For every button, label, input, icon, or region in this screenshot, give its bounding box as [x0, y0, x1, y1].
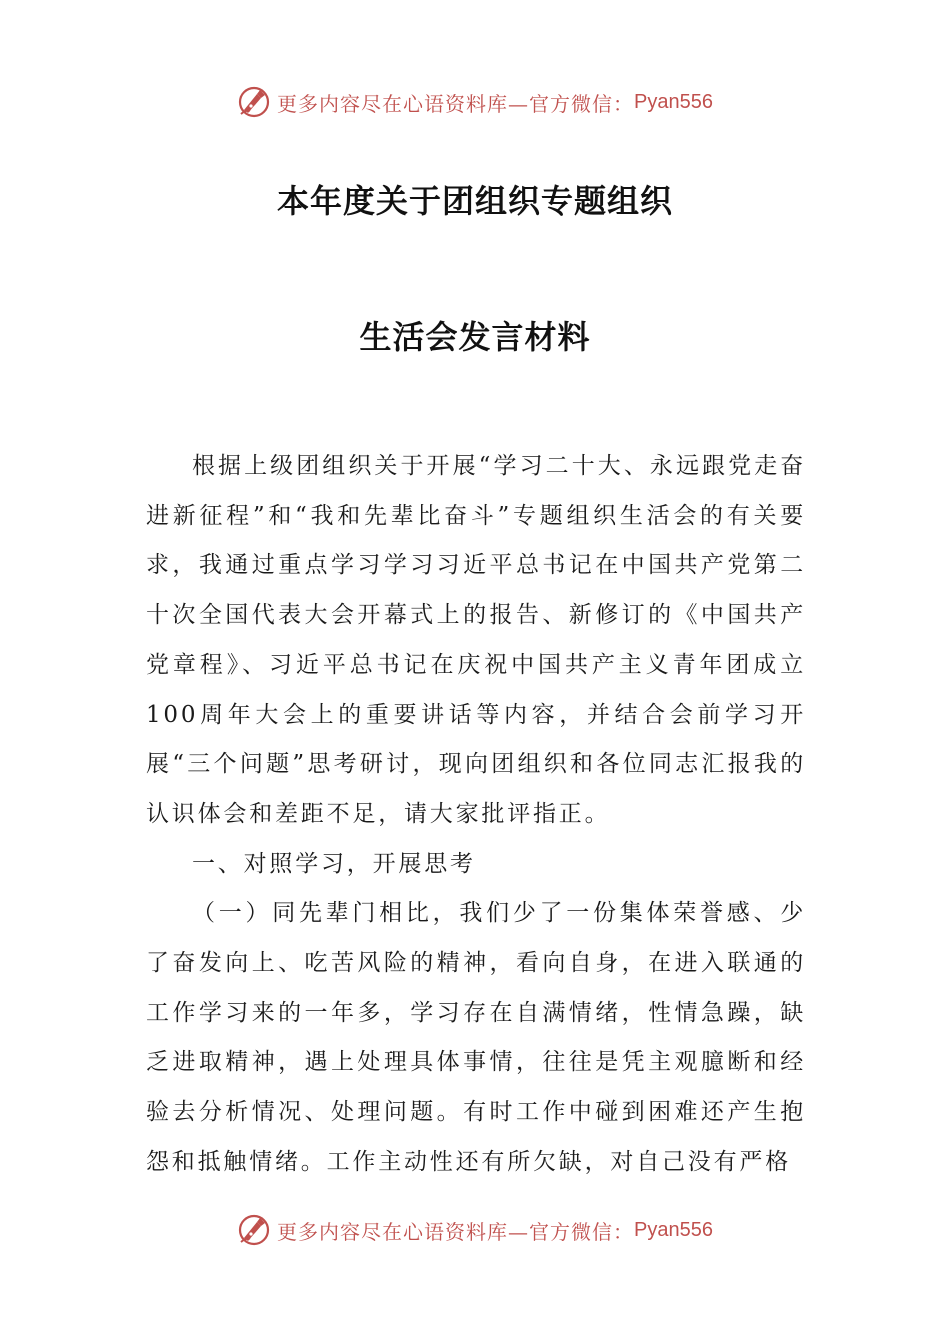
watermark-text: 更多内容尽在心语资料库—官方微信：: [277, 1219, 635, 1244]
watermark-content: [237, 1213, 713, 1247]
document-title-line-1: 本年度关于团组织专题组织: [276, 182, 673, 220]
body-paragraph-intro: 根据上级团组织关于开展“学习二十大、永远跟党走奋进新征程”和“我和先辈比奋斗”专题组织生活会的有关要求，我通过重点学习学习习近平总书记在中国共产党第二十次全国代表大会开幕式上的报告、新修订的《中国共产党章程》、习近平总书记在庆祝中国共产主义青年团成立100周年大会上的重要讲话等内容，并结合会前学习开展“三个问题”思考研讨，现向团组织和各位同志汇报我的认识体会和差距不足，请大家批评指正。: [146, 453, 806, 827]
watermark-text: 更多内容尽在心语资料库—官方微信：: [277, 91, 635, 116]
document-body: [146, 442, 806, 1188]
watermark-content: [237, 85, 713, 119]
watermark-wechat-id: Pyan556: [634, 90, 713, 113]
body-paragraph-point-1: （一）同先辈门相比，我们少了一份集体荣誉感、少了奋发向上、吃苦风险的精神，看向自身，在进入联通的工作学习来的一年多，学习存在自满情绪，性情急躁，缺乏进取精神，遇上处理具体事情，往往是凭主观臆断和经验去分析情况、处理问题。有时工作中碰到困难还产生抱怨和抵触情绪。工作主动性还有所欠缺，对自己没有严格: [146, 900, 806, 1175]
section-heading: 一、对照学习，开展思考: [192, 850, 476, 877]
pen-nib-circle-icon: [237, 1213, 271, 1247]
pen-nib-circle-icon: [237, 85, 271, 119]
watermark-banner-bottom: [0, 1210, 950, 1250]
watermark-banner-top: [0, 82, 950, 122]
document-title-line-2: 生活会发言材料: [359, 318, 591, 356]
watermark-wechat-id: Pyan556: [634, 1218, 713, 1241]
